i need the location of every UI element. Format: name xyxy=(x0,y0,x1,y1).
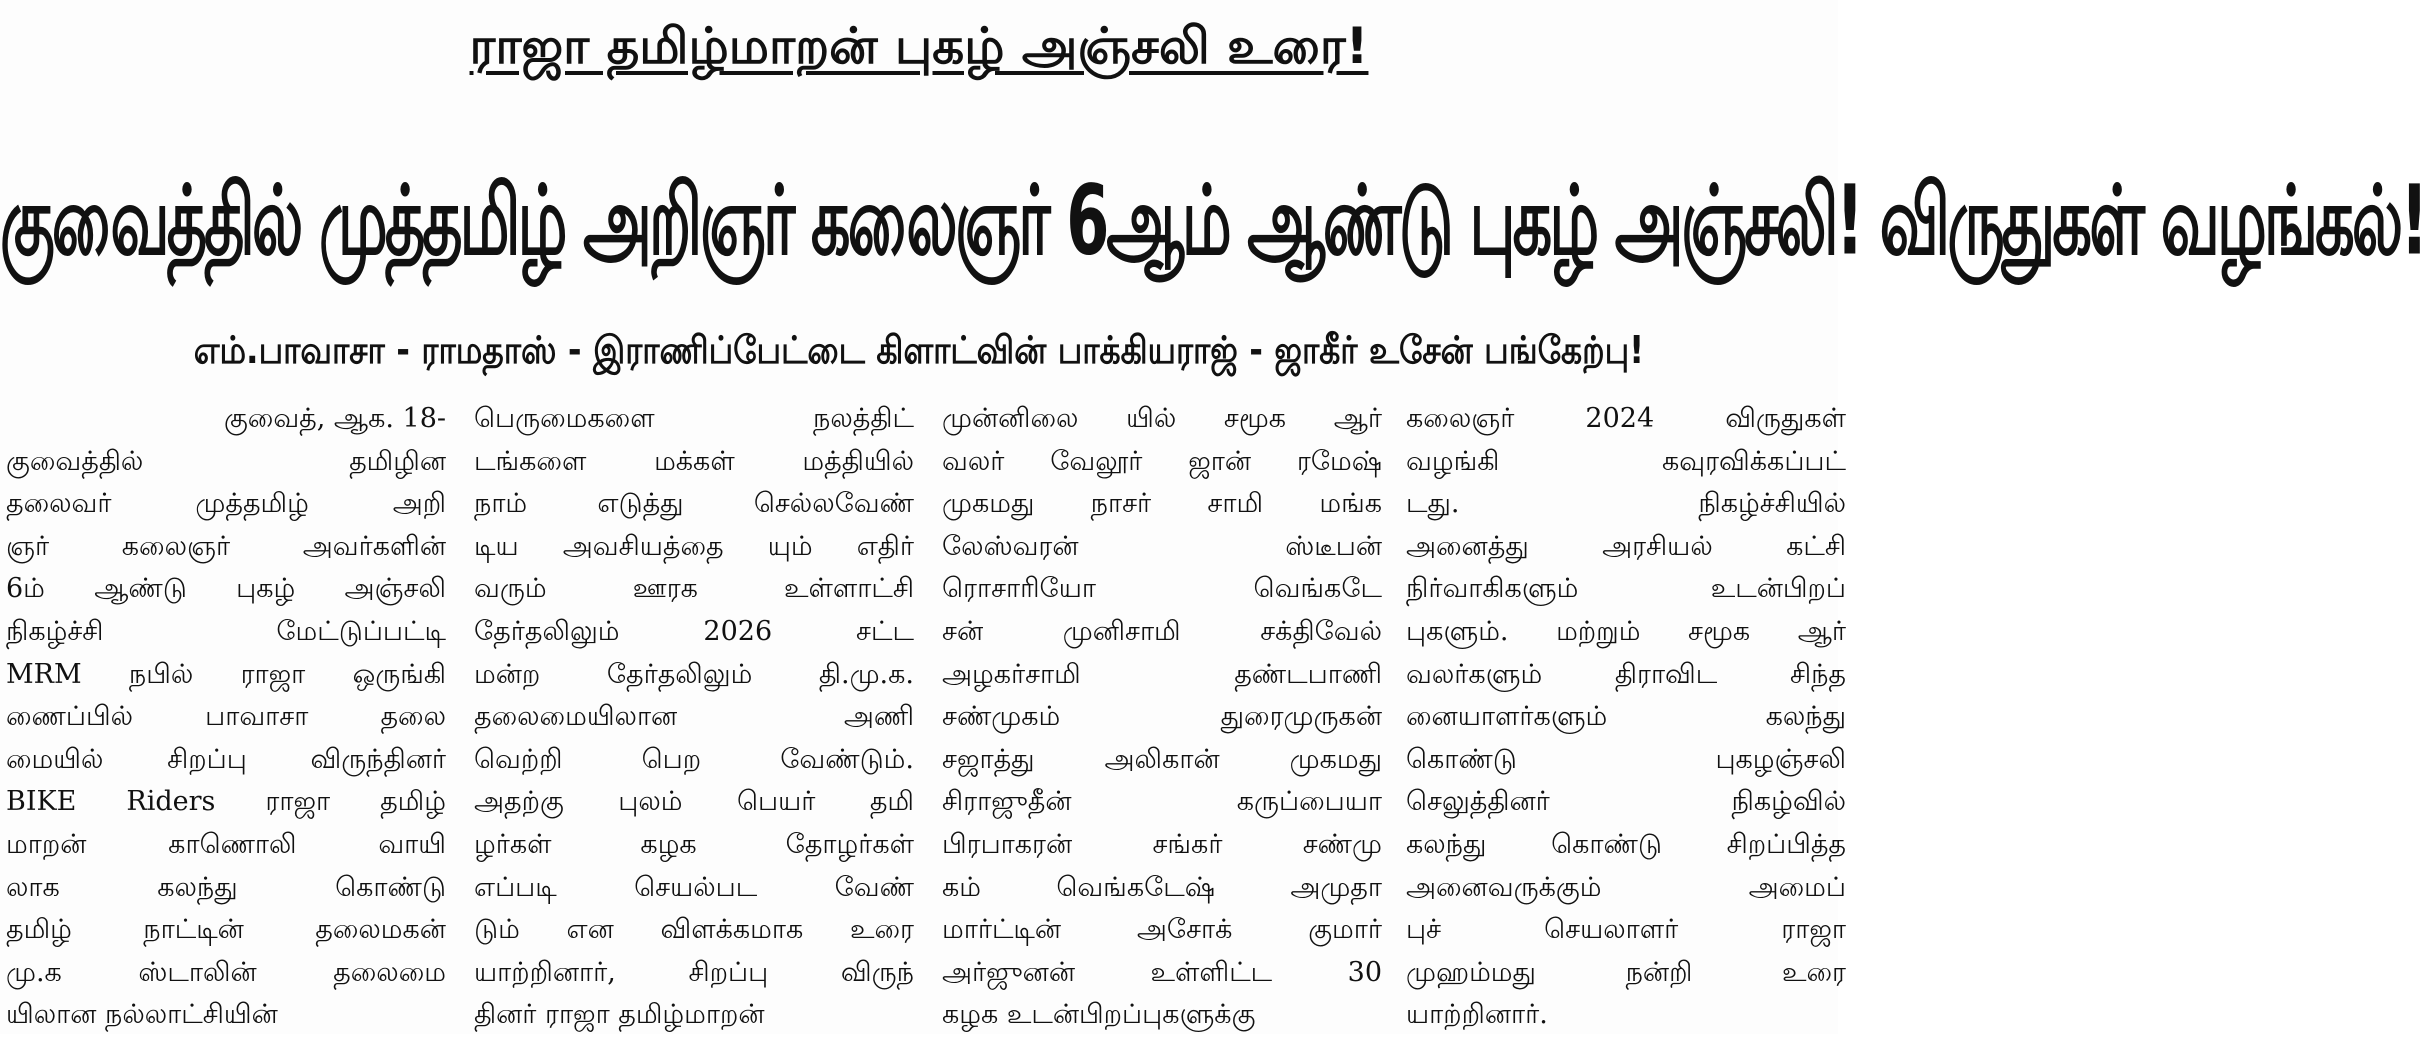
article-line: அழகர்சாமி தண்டபாணி xyxy=(942,658,1382,690)
article-line: மையில் சிறப்பு விருந்தினர் xyxy=(6,743,446,775)
main-headline: குவைத்தில் முத்தமிழ் அறிஞர் கலைஞர் 6ஆம் ஆண்டு புகழ் அஞ்சலி! விருதுகள் வழங்கல்! xyxy=(0,163,2426,277)
article-line: தலைமையிலான அணி xyxy=(474,701,914,733)
article-body xyxy=(6,398,1846,1034)
article-line: லாக கலந்து கொண்டு xyxy=(6,871,446,903)
article-line: அர்ஜுனன் உள்ளிட்ட 30 xyxy=(942,956,1382,988)
article-line: மார்ட்டின் அசோக் குமார் xyxy=(942,914,1382,946)
article-line: சன் முனிசாமி சக்திவேல் xyxy=(942,615,1382,647)
article-line: னையாளர்களும் கலந்து xyxy=(1406,701,1846,733)
article-line: முகமது நாசர் சாமி மங்க xyxy=(942,488,1382,520)
article-line: குவைத்தில் தமிழின xyxy=(6,445,446,477)
article-line: யாற்றினார், சிறப்பு விருந் xyxy=(474,956,914,988)
article-line: ரொசாரியோ வெங்கடே xyxy=(942,573,1382,605)
article-line: அனைத்து அரசியல் கட்சி xyxy=(1406,530,1846,562)
article-line: அனைவருக்கும் அமைப் xyxy=(1406,871,1846,903)
article-line: கழக உடன்பிறப்புகளுக்கு xyxy=(942,999,1256,1031)
article-column-2 xyxy=(474,398,914,1037)
article-line: MRM நபில் ராஜா ஒருங்கி xyxy=(6,658,446,690)
article-line: சண்முகம் துரைமுருகன் xyxy=(942,701,1382,733)
article-line: தினர் ராஜா தமிழ்மாறன் xyxy=(474,999,765,1031)
article-line: மு.க ஸ்டாலின் தலைமை xyxy=(6,956,446,988)
article-line: கொண்டு புகழஞ்சலி xyxy=(1406,743,1846,775)
article-line: யிலான நல்லாட்சியின் xyxy=(6,999,278,1031)
kicker-text: ராஜா தமிழ்மாறன் புகழ் அஞ்சலி உரை! xyxy=(469,17,1369,75)
article-column-1 xyxy=(6,398,446,1037)
article-line: நிர்வாகிகளும் உடன்பிறப் xyxy=(1406,573,1846,605)
article-line: டிய அவசியத்தை யும் எதிர் xyxy=(474,530,914,562)
article-line: 6ம் ஆண்டு புகழ் அஞ்சலி xyxy=(6,573,446,605)
article-line: சிராஜுதீன் கருப்பையா xyxy=(942,786,1382,818)
article-line: பெருமைகளை நலத்திட் xyxy=(474,403,914,434)
article-line: பிரபாகரன் சங்கர் சண்மு xyxy=(942,828,1382,860)
article-line: கலைஞர் 2024 விருதுகள் xyxy=(1406,403,1846,434)
article-line: எப்படி செயல்பட வேண் xyxy=(474,871,914,903)
article-column-3 xyxy=(942,398,1382,1037)
article-line: ணைப்பில் பாவாசா தலை xyxy=(6,701,446,733)
article-column-4 xyxy=(1406,398,1846,1037)
article-line: ழர்கள் கழக தோழர்கள் xyxy=(474,828,914,860)
article-line: வலர் வேலூர் ஜான் ரமேஷ் xyxy=(942,445,1382,477)
article-line: டது. நிகழ்ச்சியில் xyxy=(1406,488,1846,520)
article-line: யாற்றினார். xyxy=(1406,999,1548,1031)
article-line: தலைவர் முத்தமிழ் அறி xyxy=(6,488,446,520)
article-line: BIKE Riders ராஜா தமிழ் xyxy=(6,786,446,818)
article-line: அதற்கு புலம் பெயர் தமி xyxy=(474,786,914,818)
article-line: மாறன் காணொலி வாயி xyxy=(6,828,446,860)
article-line: செலுத்தினர் நிகழ்வில் xyxy=(1406,786,1846,818)
article-line: சஜாத்து அலிகான் முகமது xyxy=(942,743,1382,775)
article-line: தமிழ் நாட்டின் தலைமகன் xyxy=(6,914,446,946)
article-line: முன்னிலை யில் சமூக ஆர் xyxy=(942,403,1382,434)
article-line: கலந்து கொண்டு சிறப்பித்த xyxy=(1406,828,1846,860)
article-line: புச் செயலாளர் ராஜா xyxy=(1406,914,1846,946)
article-line: வலர்களும் திராவிட சிந்த xyxy=(1406,658,1846,690)
article-line: முஹம்மது நன்றி உரை xyxy=(1406,956,1846,988)
article-line: ஞர் கலைஞர் அவர்களின் xyxy=(6,530,446,562)
article-line: லேஸ்வரன் ஸ்டீபன் xyxy=(942,530,1382,562)
article-line: தேர்தலிலும் 2026 சட்ட xyxy=(474,615,914,647)
article-line: நிகழ்ச்சி மேட்டுப்பட்டி xyxy=(6,615,446,647)
article-line: வழங்கி கவுரவிக்கப்பட் xyxy=(1406,445,1846,477)
article-line: வெற்றி பெற வேண்டும். xyxy=(474,743,914,775)
article-line: குவைத், ஆக. 18- xyxy=(223,403,446,434)
article-line: வரும் ஊரக உள்ளாட்சி xyxy=(474,573,914,605)
kicker-headline xyxy=(0,14,1838,78)
article-line: மன்ற தேர்தலிலும் தி.மு.க. xyxy=(474,658,914,690)
article-line: டும் என விளக்கமாக உரை xyxy=(474,914,914,946)
article-line: புகளும். மற்றும் சமூக ஆர் xyxy=(1406,615,1846,647)
sub-headline: எம்.பாவாசா - ராமதாஸ் - இராணிப்பேட்டை கிளாட்வின் பாக்கியராஜ் - ஜாகீர் உசேன் பங்கேற்பு! xyxy=(193,327,1645,373)
article-line: டங்களை மக்கள் மத்தியில் xyxy=(474,445,914,477)
article-line: நாம் எடுத்து செல்லவேண் xyxy=(474,488,914,520)
article-line: கம் வெங்கடேஷ் அமுதா xyxy=(942,871,1382,903)
